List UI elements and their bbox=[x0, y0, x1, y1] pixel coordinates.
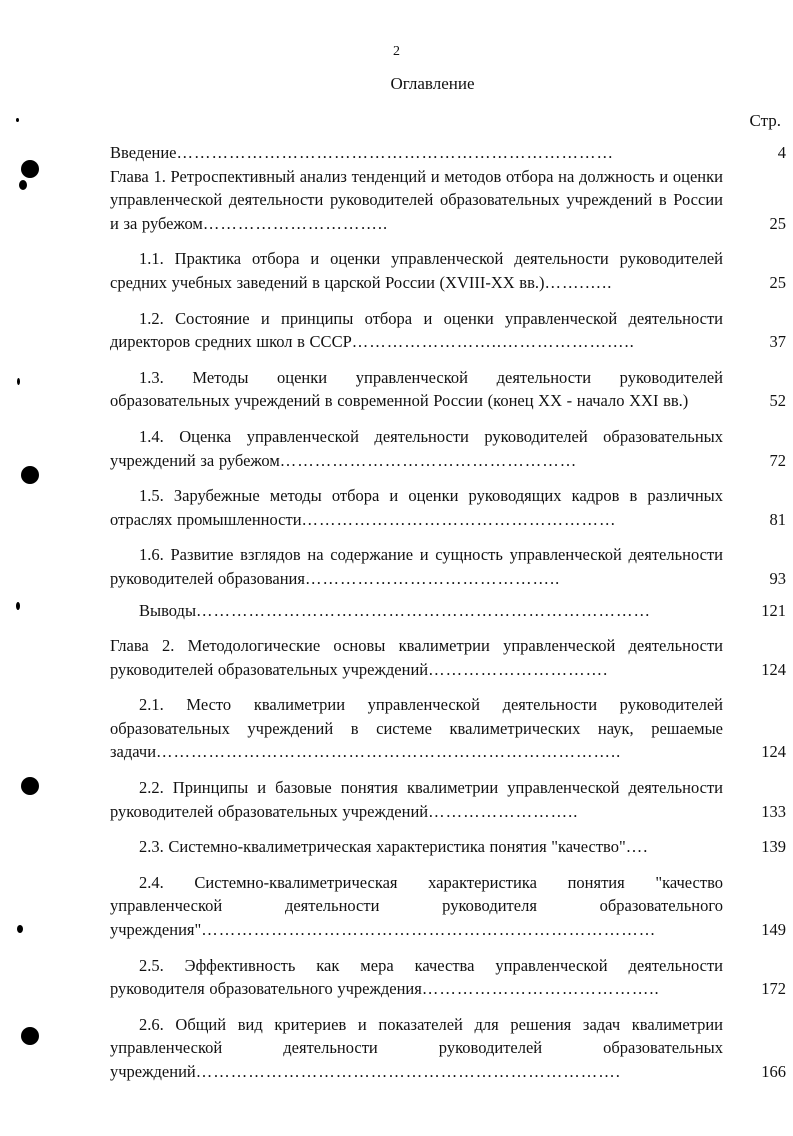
toc-entry-leader: …………………………………………………………………… bbox=[196, 600, 652, 620]
toc-entry-text bbox=[110, 693, 723, 764]
table-of-contents bbox=[110, 141, 786, 1084]
toc-entry-text bbox=[110, 141, 723, 165]
toc-title: Оглавление bbox=[390, 74, 475, 93]
toc-entry-text bbox=[110, 543, 723, 590]
toc-entry-title: 1.4. Оценка управленческой деятельности руководителей образовательных учреждений за рубежом bbox=[110, 426, 723, 470]
toc-entry-leader: ………………………………………………………………. bbox=[195, 1062, 621, 1081]
page-number: 2 bbox=[393, 44, 400, 59]
toc-entry-text bbox=[110, 1013, 723, 1084]
toc-entry-1-4 bbox=[110, 425, 786, 472]
toc-entry-2-6 bbox=[110, 1013, 786, 1084]
toc-entry-page: 172 bbox=[761, 979, 786, 999]
toc-entry-text bbox=[110, 425, 723, 472]
toc-entry-text bbox=[110, 599, 723, 623]
toc-entry-chapter-1 bbox=[110, 165, 786, 236]
scan-speck bbox=[19, 180, 27, 190]
toc-entry-title: 1.2. Состояние и принципы отбора и оценки управленческой деятельности директоров средних школ в СССР bbox=[110, 308, 723, 352]
toc-entry-leader: …………………………………………… bbox=[279, 450, 578, 470]
toc-entry-leader: ………………………………….. bbox=[421, 979, 660, 999]
toc-entry-text bbox=[110, 776, 723, 823]
toc-entry-leader: ……………………..………………….. bbox=[351, 332, 635, 352]
toc-entry-page: 93 bbox=[769, 568, 786, 588]
toc-entry-title: Выводы bbox=[139, 600, 197, 620]
toc-entry-page: 37 bbox=[769, 332, 786, 352]
toc-entry-page: 124 bbox=[761, 742, 786, 762]
toc-entry-leader: …………………………………………………………………….. bbox=[156, 742, 622, 762]
toc-entry-leader: …………………………………….. bbox=[304, 568, 561, 588]
toc-entry-title: Глава 2. Методологические основы квалиметрии управленческой деятельности руководителей образовательных учреждений bbox=[110, 636, 723, 679]
toc-entry-page: 139 bbox=[761, 837, 786, 857]
toc-entry-page: 81 bbox=[769, 509, 786, 529]
toc-entry-text bbox=[110, 366, 723, 413]
toc-entry-title: 2.2. Принципы и базовые понятия квалиметрии управленческой деятельности руководителей образовательных учреждений bbox=[110, 778, 723, 821]
toc-entry-title: Введение bbox=[110, 143, 177, 162]
toc-entry-text bbox=[110, 835, 723, 859]
toc-entry-leader: ………………………….. bbox=[202, 213, 389, 233]
punch-hole-mark bbox=[21, 160, 39, 178]
toc-entry-page: 133 bbox=[761, 801, 786, 821]
toc-entry-text bbox=[110, 307, 723, 354]
toc-entry-title: 1.5. Зарубежные методы отбора и оценки руководящих кадров в различных отраслях промышленности bbox=[110, 486, 723, 529]
toc-entry-chapter-2 bbox=[110, 634, 786, 681]
toc-entry-text bbox=[110, 247, 723, 294]
toc-entry-page: 124 bbox=[761, 659, 786, 679]
toc-entry-leader: …. bbox=[625, 837, 649, 857]
toc-entry-1-1 bbox=[110, 247, 786, 294]
toc-entry-text bbox=[110, 871, 723, 942]
toc-entry-leader: …………………………………………………………………… bbox=[201, 920, 657, 940]
toc-entry-2-2 bbox=[110, 776, 786, 823]
toc-entry-leader: ……………………………………………… bbox=[301, 509, 617, 529]
toc-entry-page: 4 bbox=[777, 143, 786, 162]
punch-hole-mark bbox=[21, 1027, 39, 1045]
toc-entry-introduction bbox=[110, 141, 786, 165]
scan-speck bbox=[17, 378, 20, 385]
toc-entry-title: 2.5. Эффективность как мера качества управленческой деятельности руководителя образовательного учреждения bbox=[110, 955, 723, 999]
toc-entry-text bbox=[110, 954, 723, 1001]
punch-hole-mark bbox=[21, 466, 39, 484]
toc-entry-title: 1.6. Развитие взглядов на содержание и сущность управленческой деятельности руководителей образования bbox=[110, 545, 723, 588]
toc-entry-2-5 bbox=[110, 954, 786, 1001]
toc-entry-title: 1.1. Практика отбора и оценки управленческой деятельности руководителей средних учебных заведений в царской России (XVIII-XX вв.) bbox=[110, 249, 723, 292]
punch-hole-mark bbox=[21, 777, 39, 795]
toc-entry-2-1 bbox=[110, 693, 786, 764]
toc-entry-1-3 bbox=[110, 366, 786, 413]
toc-entry-page: 25 bbox=[769, 213, 786, 233]
toc-entry-1-6 bbox=[110, 543, 786, 590]
toc-entry-text bbox=[110, 634, 723, 681]
toc-entry-page: 52 bbox=[769, 391, 786, 411]
toc-entry-page: 121 bbox=[761, 600, 786, 620]
toc-entry-text bbox=[110, 484, 723, 531]
scan-speck bbox=[17, 925, 23, 933]
toc-entry-2-4 bbox=[110, 871, 786, 942]
toc-entry-leader: ………………………………………………………………… bbox=[176, 143, 615, 162]
toc-entry-1-2 bbox=[110, 307, 786, 354]
toc-entry-leader: …………………………. bbox=[428, 659, 609, 679]
toc-entry-conclusions bbox=[110, 599, 786, 623]
toc-entry-title: Глава 1. Ретроспективный анализ тенденций и методов отбора на должность и оценки управленческой деятельности руководителей образовательных учреждений в России и за рубежом bbox=[110, 166, 723, 233]
page-column-label: Стр. bbox=[749, 111, 781, 130]
toc-entry-leader: …………………….. bbox=[428, 801, 579, 821]
toc-entry-page: 149 bbox=[761, 920, 786, 940]
toc-entry-leader: …….….. bbox=[544, 272, 613, 292]
toc-entry-title: 2.3. Системно-квалиметрическая характеристика понятия "качество" bbox=[139, 837, 626, 857]
toc-entry-page: 166 bbox=[761, 1062, 786, 1081]
toc-entry-1-5 bbox=[110, 484, 786, 531]
scan-speck bbox=[16, 602, 20, 610]
toc-entry-title: 2.1. Место квалиметрии управленческой деятельности руководителей образовательных учреждений в системе квалиметрических наук, решаемые задачи bbox=[110, 695, 723, 762]
toc-entry-page: 25 bbox=[769, 272, 786, 292]
toc-entry-title: 2.4. Системно-квалиметрическая характеристика понятия "качество управленческой деятельности руководителя образовательного учреждения" bbox=[110, 872, 723, 940]
toc-entry-title: 1.3. Методы оценки управленческой деятельности руководителей образовательных учреждений в современной России (конец XX - начало XXI вв.) bbox=[110, 367, 723, 411]
toc-entry-2-3 bbox=[110, 835, 786, 859]
toc-entry-text bbox=[110, 165, 723, 236]
toc-entry-page: 72 bbox=[769, 450, 786, 470]
toc-entry-title: 2.6. Общий вид критериев и показателей для решения задач квалиметрии управленческой деятельности руководителей образовательных учреждений bbox=[110, 1014, 723, 1081]
scan-speck bbox=[16, 118, 19, 122]
